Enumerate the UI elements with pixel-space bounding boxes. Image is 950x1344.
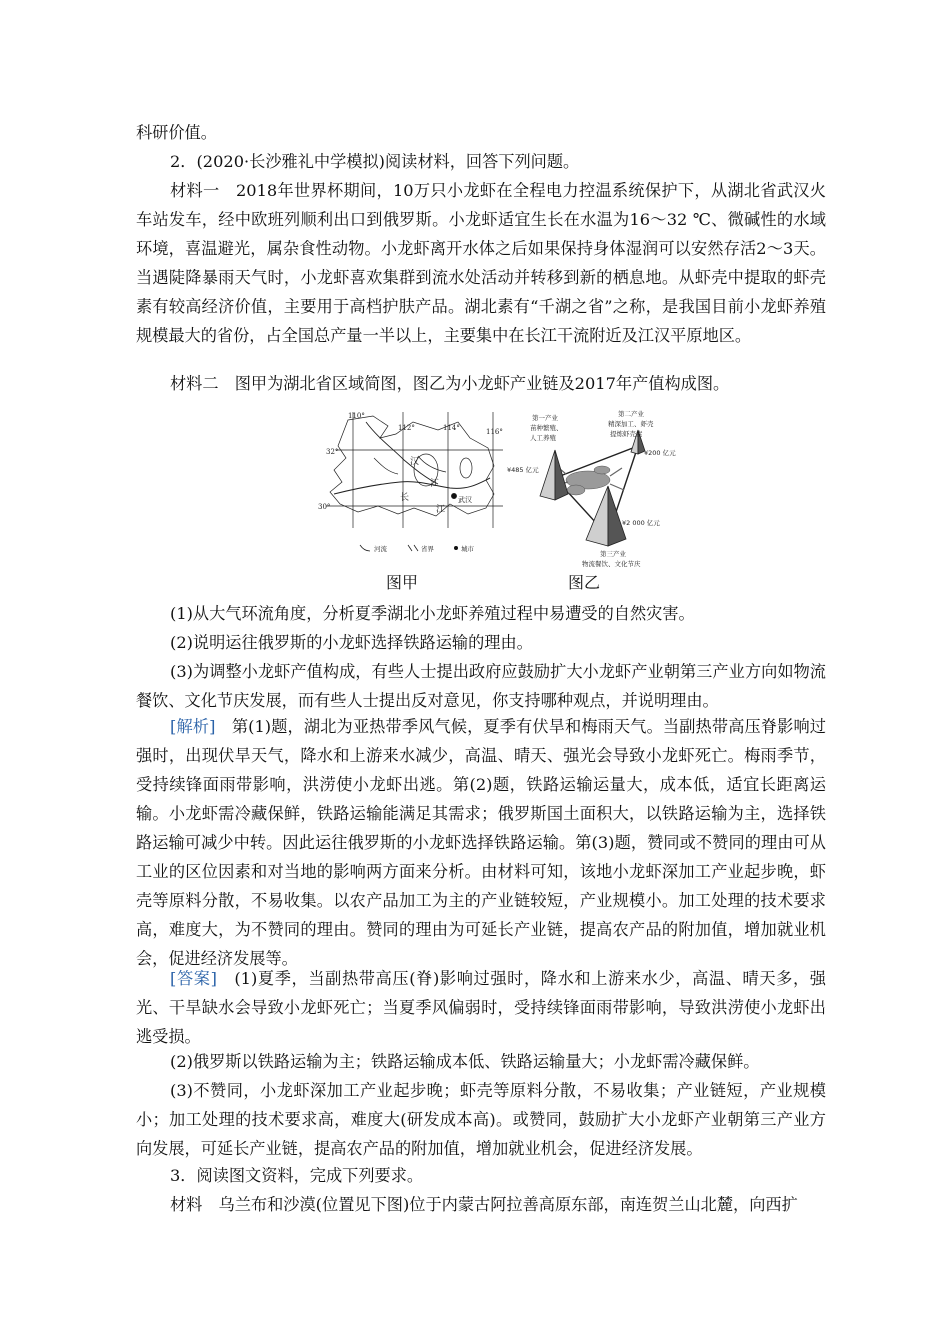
answer-2: (2)俄罗斯以铁路运输为主；铁路运输成本低、铁路运输量大；小龙虾需冷藏保鲜。 bbox=[170, 1052, 760, 1071]
pyramid-tertiary bbox=[586, 486, 626, 546]
legend-label: 省界 bbox=[421, 545, 434, 553]
tertiary-label: 第三产业 bbox=[600, 550, 626, 558]
answer bbox=[136, 964, 826, 1051]
legend-label: 河流 bbox=[374, 545, 387, 553]
material-2: 材料二 图甲为湖北省区域简图，图乙为小龙虾产业链及2017年产值构成图。 bbox=[170, 374, 730, 393]
primary-value: ¥485 亿元 bbox=[507, 466, 539, 474]
primary-label: 人工养殖 bbox=[530, 434, 556, 442]
text-line: 科研价值。 bbox=[136, 123, 217, 142]
caption-figure-b: 图乙 bbox=[568, 573, 601, 592]
answer-1: (1)夏季，当副热带高压(脊)影响过强时，降水和上游来水少，高温、晴天多，强光、干旱缺水会导致小龙虾死亡；当夏季风偏弱时，受持续锋面雨带影响，导致洪涝使小龙虾出逃受损。 bbox=[136, 969, 826, 1046]
question-1: (1)从大气环流角度，分析夏季湖北小龙虾养殖过程中易遭受的自然灾害。 bbox=[170, 604, 695, 623]
legend-label: 城市 bbox=[461, 545, 474, 553]
question-2-title: 2．(2020·长沙雅礼中学模拟)阅读材料，回答下列问题。 bbox=[170, 152, 580, 171]
map-text: 汉 bbox=[410, 457, 420, 467]
map-text: 长 bbox=[400, 493, 410, 503]
caption-figure-a: 图甲 bbox=[386, 573, 419, 592]
analysis bbox=[136, 712, 826, 973]
answer-tag: [答案] bbox=[170, 969, 217, 988]
map-labels bbox=[318, 412, 503, 515]
map-text: 江 bbox=[430, 479, 440, 489]
lat-label: 30° bbox=[318, 503, 331, 511]
map-legend bbox=[360, 544, 475, 553]
map-text: 武汉 bbox=[458, 496, 472, 504]
answer-3: (3)不赞同，小龙虾深加工产业起步晚；虾壳等原料分散，不易收集；产业链短，产业规模小；加工处理的技术要求高，难度大(研发成本高)。或赞同，鼓励扩大小龙虾产业朝第三产业方向发展，可延长产业链，提高农产品的附加值，增加就业机会，促进经济发展。 bbox=[136, 1081, 826, 1158]
material-3: 材料 乌兰布和沙漠(位置见下图)位于内蒙古阿拉善高原东部，南连贺兰山北麓，向西扩 bbox=[170, 1195, 798, 1214]
border-legend-icon bbox=[408, 545, 418, 551]
lat-label: 32° bbox=[326, 448, 339, 456]
city-legend-icon bbox=[454, 546, 458, 550]
lon-label: 110° bbox=[348, 412, 365, 420]
secondary-label: 第二产业 bbox=[618, 410, 644, 418]
secondary-label: 精深加工、虾壳 bbox=[608, 420, 654, 428]
secondary-label: 提炼虾壳素 bbox=[610, 430, 643, 438]
analysis-text: 第(1)题，湖北为亚热带季风气候，夏季有伏旱和梅雨天气。当副热带高压脊影响过强时，出现伏旱天气，降水和上游来水减少，高温、晴天、强光会导致小龙虾死亡。梅雨季节，受持续锋面雨带影响，洪涝使小龙虾出逃。第(2)题，铁路运输运量大，成本低，适宜长距离运输。小龙虾需冷藏保鲜，铁路运输能满足其需求；俄罗斯国土面积大，以铁路运输为主，选择铁路运输可减少中转。因此运往俄罗斯的小龙虾选择铁路运输。第(3)题，赞同或不赞同的理由可从工业的区位因素和对当地的影响两方面来分析。由材料可知，该地小龙虾深加工产业起步晚，虾壳等原料分散，不易收集。以农产品加工为主的产业链较短，产业规模小。加工处理的技术要求高，难度大，为不赞同的理由。赞同的理由为可延长产业链，提高农产品的附加值，增加就业机会，促进经济发展等。 bbox=[136, 717, 826, 968]
tertiary-value: ¥2 000 亿元 bbox=[622, 519, 660, 527]
industry-chain bbox=[540, 430, 645, 546]
map-text: 江 bbox=[436, 505, 446, 515]
secondary-value: ¥200 亿元 bbox=[644, 449, 676, 457]
question-2: (2)说明运往俄罗斯的小龙虾选择铁路运输的理由。 bbox=[170, 633, 533, 652]
tertiary-label: 物流餐饮、文化节庆 bbox=[582, 560, 641, 568]
lon-label: 116° bbox=[486, 428, 503, 436]
question-3-title: 3．阅读图文资料，完成下列要求。 bbox=[170, 1166, 424, 1185]
primary-label: 苗种繁殖、 bbox=[530, 424, 563, 432]
figure-hubei-crayfish bbox=[318, 408, 680, 573]
material-1: 材料一 2018年世界杯期间，10万只小龙虾在全程电力控温系统保护下，从湖北省武汉火车站发车，经中欧班列顺利出口到俄罗斯。小龙虾适宜生长在水温为16～32 ℃、微碱性的水域环境，喜温避光，属杂食性动物。小龙虾离开水体之后如果保持身体湿润可以安然存活2～3天。当遇陡降暴雨天气时，小龙虾喜欢集群到流水处活动并转移到新的栖息地。从虾壳中提取的虾壳素有较高经济价值，主要用于高档护肤产品。湖北素有“千湖之省”之称，是我国目前小龙虾养殖规模最大的省份，占全国总产量一半以上，主要集中在长江干流附近及江汉平原地区。 bbox=[136, 181, 826, 345]
analysis-tag: [解析] bbox=[170, 717, 216, 736]
primary-label: 第一产业 bbox=[532, 414, 558, 422]
lon-label: 114° bbox=[443, 424, 460, 432]
question-3: (3)为调整小龙虾产值构成，有些人士提出政府应鼓励扩大小龙虾产业朝第三产业方向如物流餐饮、文化节庆发展，而有些人士提出反对意见，你支持哪种观点，并说明理由。 bbox=[136, 662, 826, 710]
lon-label: 112° bbox=[398, 424, 415, 432]
city-wuhan-marker bbox=[451, 493, 456, 498]
river-legend-icon bbox=[360, 545, 370, 551]
